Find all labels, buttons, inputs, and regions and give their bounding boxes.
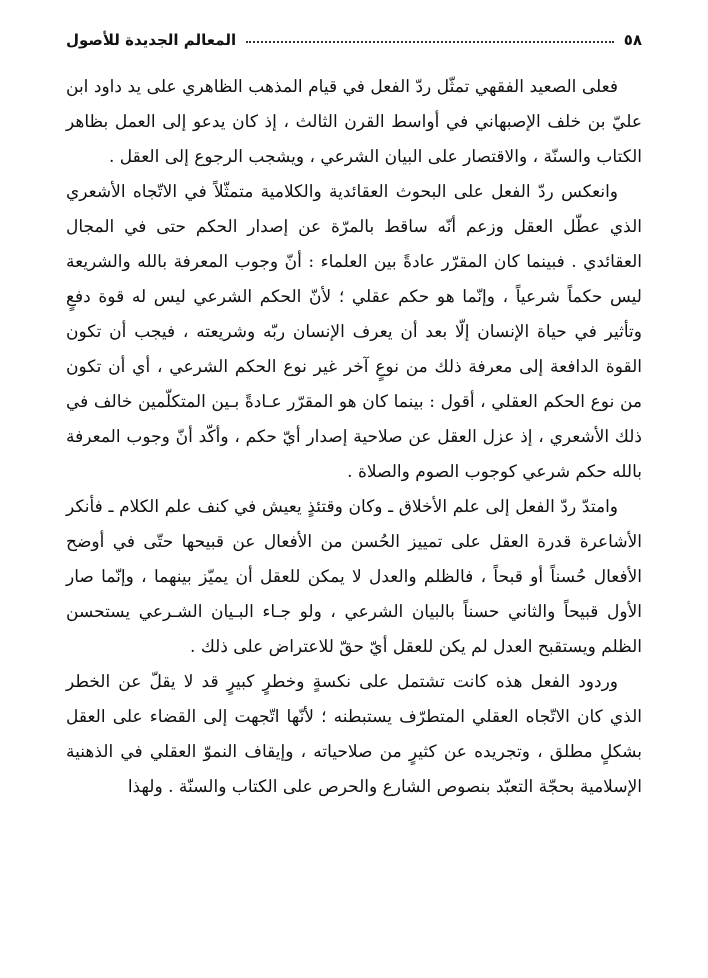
document-page [66,22,642,962]
page-number: ٥٨ [623,31,642,49]
book-title: المعالم الجديدة للأصول [66,31,237,49]
paragraph: وامتدّ ردّ الفعل إلى علم الأخلاق ـ وكان وقتئذٍ يعيش في كنف علم الكلام ـ فأنكر الأشاعرة قدرة العقل على تمييز الحُسن من الأفعال عن قبيحها حتّى في أوضح الأفعال حُسناً أو قبحاً ، فالظلم والعدل لا يمكن للعقل أن يميّز بينهما ، وإنّما صار الأول قبيحاً والثاني حسناً بالبيان الشرعي ، ولو جـاء البـيان الشـرعي يستحسن الظلم ويستقبح العدل لم يكن للعقل أيّ حقّ للاعتراض على ذلك . [66,497,642,657]
running-header [66,22,642,58]
paragraph: وانعكس ردّ الفعل على البحوث العقائدية والكلامية متمثّلاً في الاتّجاه الأشعري الذي عطّل العقل وزعم أنّه ساقط بالمرّة عن إصدار الحكم حتى في المجال العقائدي . فبينما كان المقرّر عادةً بين العلماء : أنّ وجوب المعرفة بالله والشريعة ليس حكماً شرعياً ، وإنّما هو حكم عقلي ؛ لأنّ الحكم الشرعي ليس له قوة دفعٍ وتأثير في حياة الإنسان إلّا بعد أن يعرف الإنسان ربّه وشريعته ، فيجب أن تكون القوة الدافعة إلى معرفة ذلك من نوعٍ آخر غير نوع الحكم الشرعي ، أي أن تكون من نوع الحكم العقلي ، أقول : بينما كان هو المقرّر عـادةً بـين المتكلّمين خالف في ذلك الأشعري ، إذ عزل العقل عن صلاحية إصدار أيّ حكم ، وأكّد أنّ وجوب المعرفة بالله حكم شرعي كوجوب الصوم والصلاة . [66,182,642,482]
body-text [66,70,642,805]
paragraph: فعلى الصعيد الفقهي تمثّل ردّ الفعل في قيام المذهب الظاهري على يد داود ابن عليّ بن خلف الإصبهاني في أواسط القرن الثالث ، إذ كان يدعو إلى العمل بظاهر الكتاب والسنّة ، والاقتصار على البيان الشرعي ، ويشجب الرجوع إلى العقل . [66,77,642,167]
dotted-leader [246,41,614,43]
paragraph: وردود الفعل هذه كانت تشتمل على نكسةٍ وخطرٍ كبيرٍ قد لا يقلّ عن الخطر الذي كان الاتّجاه العقلي المتطرّف يستبطنه ؛ لأنّها اتّجهت إلى القضاء على العقل بشكلٍ مطلق ، وتجريده عن كثيرٍ من صلاحياته ، وإيقاف النموّ العقلي في الذهنية الإسلامية بحجّة التعبّد بنصوص الشارع والحرص على الكتاب والسنّة . ولهذا [66,672,642,797]
